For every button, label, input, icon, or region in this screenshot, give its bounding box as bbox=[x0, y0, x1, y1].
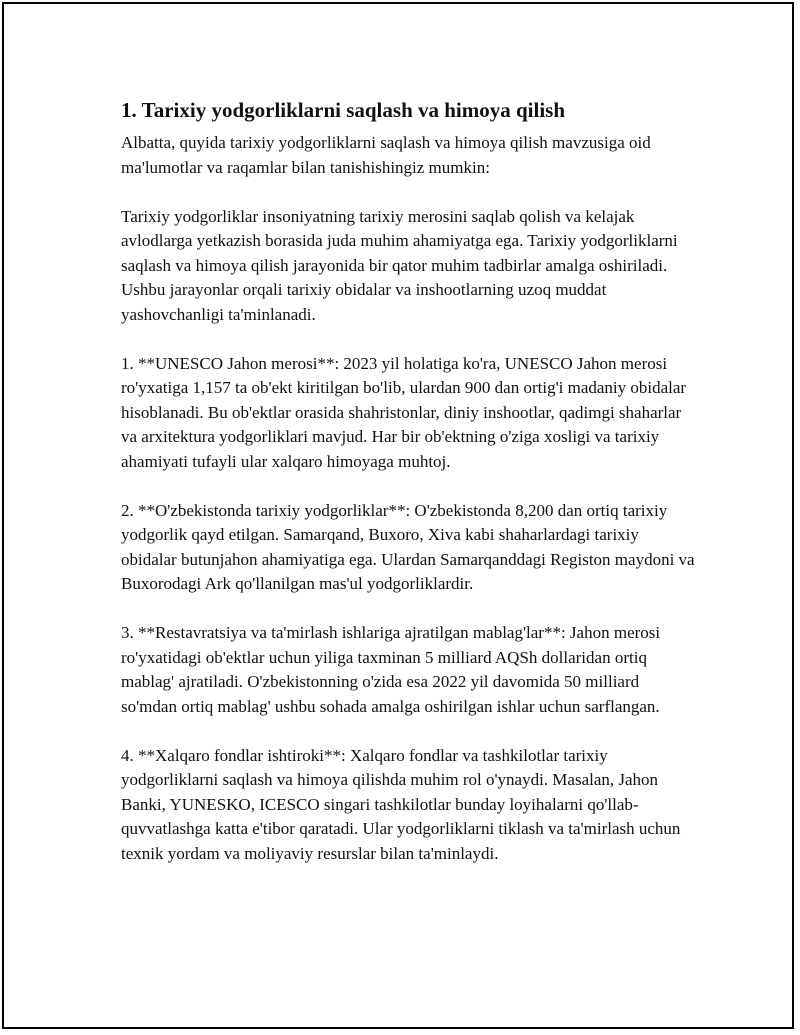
page-frame bbox=[2, 2, 794, 1029]
list-item-uzbekistan: 2. **O'zbekistonda tarixiy yodgorliklar**: O'zbekistonda 8,200 dan ortiq tarixiy yodgorlik qayd etilgan. Samarqand, Buxoro, Xiva kabi shaharlardagi tarixiy obidalar butunjahon ahamiyatiga ega. Ulardan Samarqanddagi Registon maydoni va Buxorodagi Ark qo'llanilgan mas'ul yodgorliklardir. bbox=[121, 500, 695, 593]
list-item-international-funds: 4. **Xalqaro fondlar ishtiroki**: Xalqaro fondlar va tashkilotlar tarixiy yodgorliklarni saqlash va himoya qilishda muhim rol o'ynaydi. Masalan, Jahon Banki, YUNESKO, ICESCO singari tashkilotlar bunday loyihalarni qo'llab-quvvatlashga katta e'tibor qaratadi. Ular yodgorliklarni tiklash va ta'mirlash uchun texnik yordam va moliyaviy resurslar bilan ta'minlaydi. bbox=[121, 745, 681, 863]
document-title: 1. Tarixiy yodgorliklarni saqlash va himoya qilish bbox=[121, 98, 566, 122]
document-body bbox=[121, 96, 696, 891]
list-item-restoration-funds: 3. **Restavratsiya va ta'mirlash ishlariga ajratilgan mablag'lar**: Jahon merosi ro'yxatidagi ob'ektlar uchun yiliga taxminan 5 milliard AQSh dollaridan ortiq mablag' ajratiladi. O'zbekistonning o'zida esa 2022 yil davomida 50 milliard so'mdan ortiq mablag' ushbu sohada amalga oshirilgan ishlar uchun sarflangan. bbox=[121, 623, 661, 716]
intro-paragraph: Albatta, quyida tarixiy yodgorliklarni saqlash va himoya qilish mavzusiga oid ma'lumotlar va raqamlar bilan tanishishingiz mumkin: bbox=[121, 133, 651, 177]
overview-paragraph: Tarixiy yodgorliklar insoniyatning tarixiy merosini saqlab qolish va kelajak avlodlarga yetkazish borasida juda muhim ahamiyatga ega. Tarixiy yodgorliklarni saqlash va himoya qilish jarayonida bir qator muhim tadbirlar amalga oshiriladi. Ushbu jarayonlar orqali tarixiy obidalar va inshootlarning uzoq muddat yashovchanligi ta'minlanadi. bbox=[121, 206, 678, 324]
list-item-unesco: 1. **UNESCO Jahon merosi**: 2023 yil holatiga ko'ra, UNESCO Jahon merosi ro'yxatiga 1,157 ta ob'ekt kiritilgan bo'lib, ulardan 900 dan ortig'i madaniy obidalar hisoblanadi. Bu ob'ektlar orasida shahristonlar, diniy inshootlar, qadimgi shaharlar va arxitektura yodgorliklari mavjud. Har bir ob'ektning o'ziga xosligi va tarixiy ahamiyati tufayli ular xalqaro himoyaga muhtoj. bbox=[121, 353, 687, 471]
